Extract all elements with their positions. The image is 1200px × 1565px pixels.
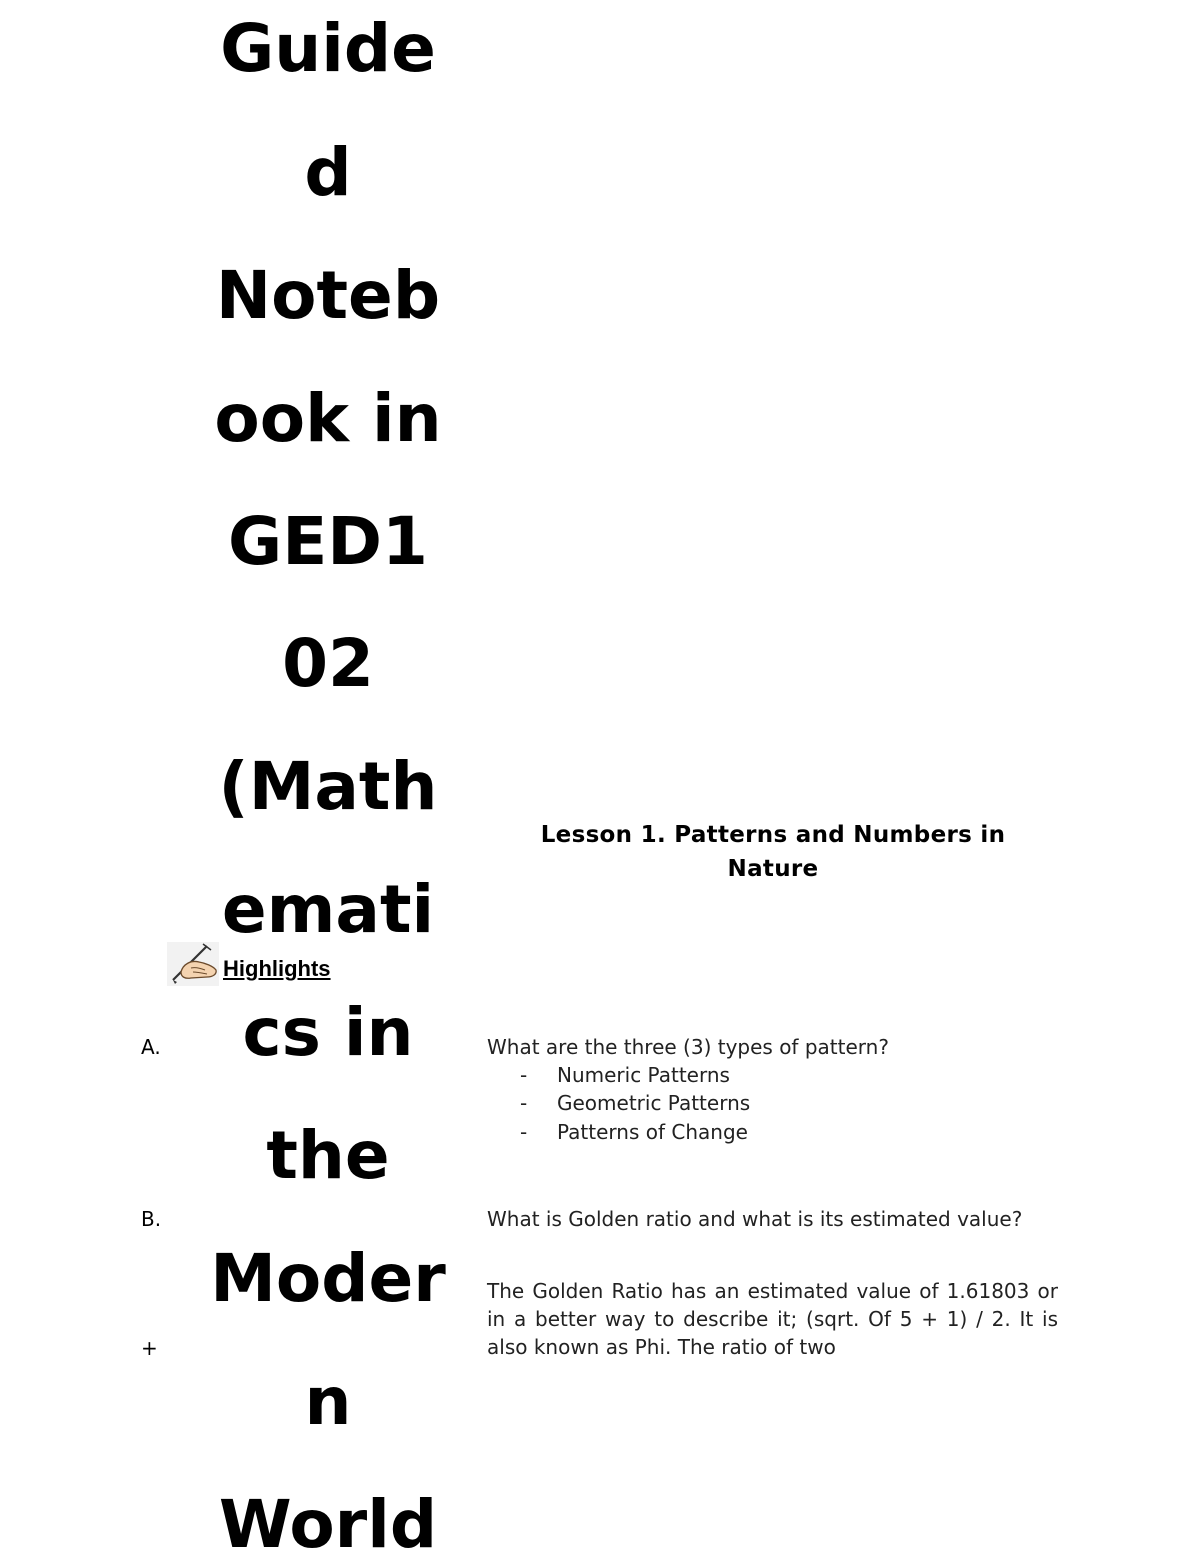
answer-text: Patterns of Change xyxy=(557,1119,748,1144)
section-marker-a: A. xyxy=(141,1035,161,1059)
answer-text: Geometric Patterns xyxy=(557,1091,751,1116)
dash-bullet: - xyxy=(520,1119,528,1144)
list-item xyxy=(520,1089,750,1117)
title-line: d xyxy=(304,134,352,211)
title-line: Moder xyxy=(210,1240,446,1317)
highlights-label: Highlights xyxy=(223,956,331,981)
title-line: Noteb xyxy=(215,257,441,334)
dash-bullet: - xyxy=(520,1063,528,1087)
title-line: (Math xyxy=(218,748,438,825)
question-a: What are the three (3) types of pattern? xyxy=(487,1035,889,1059)
title-line: Guide xyxy=(220,10,436,87)
section-marker-b: B. xyxy=(141,1207,162,1231)
title-line: World xyxy=(218,1486,438,1563)
title-line: 02 xyxy=(282,625,374,702)
answer-text: Numeric Patterns xyxy=(557,1063,730,1087)
lesson-title: Lesson 1. Patterns and Numbers in Nature xyxy=(540,822,1006,882)
title-line: GED1 xyxy=(228,503,428,580)
title-line: n xyxy=(304,1363,352,1440)
writing-hand-icon xyxy=(167,942,219,986)
plus-marker: + xyxy=(141,1336,158,1360)
title-line: cs in xyxy=(242,994,414,1071)
list-item xyxy=(520,1118,750,1146)
title-line: emati xyxy=(221,871,435,948)
list-item xyxy=(520,1061,750,1089)
answer-list-a xyxy=(520,1061,750,1146)
answer-b-paragraph: The Golden Ratio has an estimated value of 1.61803 or in a better way to describe it; (sqrt. Of 5 + 1) / 2. It is also known as Phi. The ratio of two xyxy=(487,1279,1058,1359)
title-line: the xyxy=(266,1117,390,1194)
dash-bullet: - xyxy=(520,1091,528,1116)
title-line: ook in xyxy=(214,380,442,457)
highlights-heading xyxy=(167,942,331,986)
question-b: What is Golden ratio and what is its estimated value? xyxy=(487,1207,1023,1231)
